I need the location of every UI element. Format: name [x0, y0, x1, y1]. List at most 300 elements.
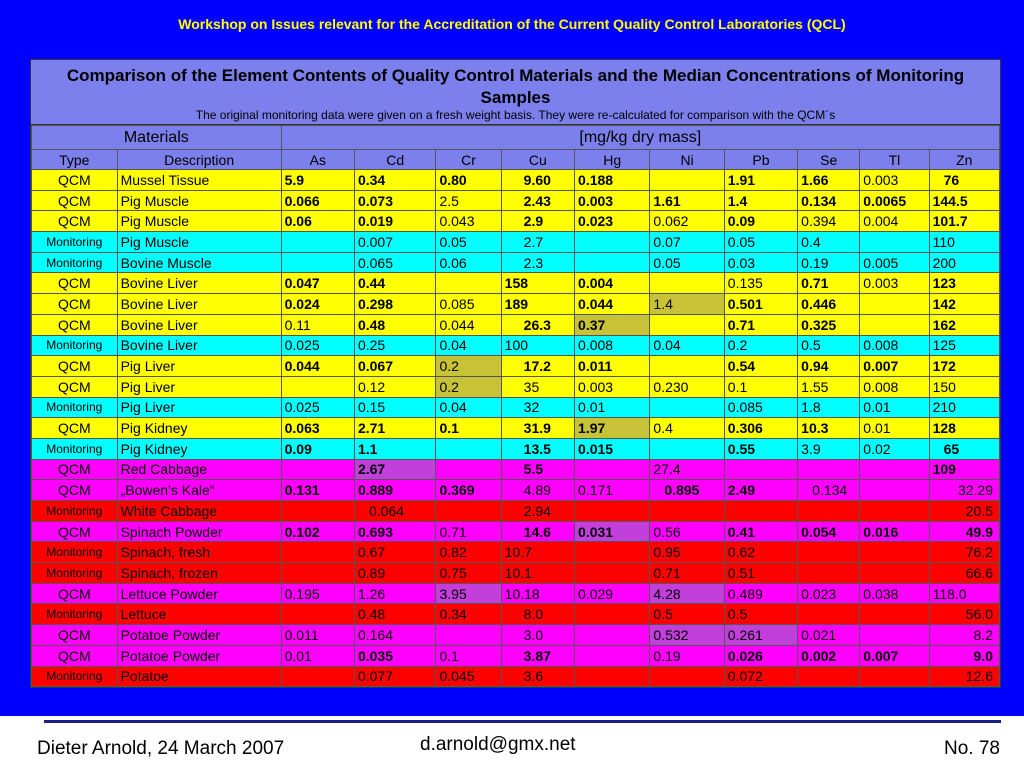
- element-column-header: Ni: [650, 150, 724, 170]
- value-cell: 0.004: [860, 211, 929, 232]
- value-cell: 0.51: [724, 563, 797, 584]
- value-cell: 0.077: [354, 666, 436, 687]
- value-cell: 32: [501, 397, 574, 418]
- value-cell: 0.1: [724, 376, 797, 397]
- value-cell: 0.34: [354, 170, 436, 191]
- value-cell: 1.61: [650, 190, 724, 211]
- sample-type-cell: QCM: [32, 314, 118, 335]
- value-cell: 1.8: [798, 397, 860, 418]
- element-column-header: Cd: [354, 150, 436, 170]
- value-cell: 2.67: [354, 459, 436, 480]
- value-cell: 0.80: [436, 170, 501, 191]
- table-row: [32, 604, 1000, 625]
- value-cell: 0.063: [281, 418, 354, 439]
- value-cell: 0.06: [281, 211, 354, 232]
- value-cell: [724, 501, 797, 522]
- value-cell: 0.05: [436, 232, 501, 253]
- value-cell: 0.37: [575, 314, 650, 335]
- value-cell: 0.04: [436, 397, 501, 418]
- description-cell: Bovine Liver: [117, 294, 281, 315]
- value-cell: 0.48: [354, 314, 436, 335]
- description-cell: Pig Muscle: [117, 211, 281, 232]
- value-cell: 0.1: [436, 418, 501, 439]
- value-cell: 0.44: [354, 273, 436, 294]
- value-cell: [650, 356, 724, 377]
- value-cell: 0.003: [575, 376, 650, 397]
- description-cell: Mussel Tissue: [117, 170, 281, 191]
- materials-header: Materials: [32, 126, 282, 150]
- value-cell: 65: [929, 438, 999, 459]
- value-cell: 1.55: [798, 376, 860, 397]
- table-row: [32, 376, 1000, 397]
- value-cell: 3.9: [798, 438, 860, 459]
- value-cell: 0.71: [436, 521, 501, 542]
- value-cell: 0.085: [436, 294, 501, 315]
- value-cell: 0.044: [281, 356, 354, 377]
- sample-type-cell: QCM: [32, 190, 118, 211]
- value-cell: [436, 625, 501, 646]
- value-cell: 0.5: [798, 335, 860, 356]
- value-cell: [860, 542, 929, 563]
- value-cell: 0.394: [798, 211, 860, 232]
- description-cell: Potatoe Powder: [117, 645, 281, 666]
- sample-type-cell: QCM: [32, 356, 118, 377]
- table-row: [32, 583, 1000, 604]
- value-cell: 125: [929, 335, 999, 356]
- table-note: The original monitoring data were given on a fresh weight basis. They were re-calculated for comparison with the QCM´s: [195, 108, 836, 122]
- value-cell: 32.29: [929, 480, 999, 501]
- description-cell: Pig Kidney: [117, 418, 281, 439]
- value-cell: 0.062: [650, 211, 724, 232]
- value-cell: 0.34: [436, 604, 501, 625]
- sample-type-cell: QCM: [32, 521, 118, 542]
- value-cell: 0.41: [724, 521, 797, 542]
- footer-author: Dieter Arnold, 24 March 2007: [37, 738, 285, 759]
- sample-type-cell: QCM: [32, 273, 118, 294]
- value-cell: 9.60: [501, 170, 574, 191]
- description-cell: Pig Liver: [117, 376, 281, 397]
- value-cell: 0.025: [281, 397, 354, 418]
- description-cell: Lettuce: [117, 604, 281, 625]
- value-cell: 0.15: [354, 397, 436, 418]
- description-cell: Bovine Liver: [117, 273, 281, 294]
- value-cell: 0.12: [354, 376, 436, 397]
- value-cell: 0.023: [575, 211, 650, 232]
- sample-type-cell: Monitoring: [32, 666, 118, 687]
- value-cell: 49.9: [929, 521, 999, 542]
- table-row: [32, 438, 1000, 459]
- value-cell: 144.5: [929, 190, 999, 211]
- footer-divider: [44, 720, 1001, 723]
- table-heading: Comparison of the Element Contents of Quality Control Materials and the Median Concentrations of Monitoring Samples: [66, 66, 965, 107]
- description-column-header: Description: [117, 150, 281, 170]
- value-cell: 0.07: [650, 232, 724, 253]
- value-cell: 0.023: [798, 583, 860, 604]
- value-cell: 0.895: [650, 480, 724, 501]
- value-cell: [436, 273, 501, 294]
- value-cell: 0.306: [724, 418, 797, 439]
- value-cell: [281, 501, 354, 522]
- value-cell: 0.024: [281, 294, 354, 315]
- value-cell: 100: [501, 335, 574, 356]
- value-cell: 0.008: [575, 335, 650, 356]
- value-cell: 0.446: [798, 294, 860, 315]
- value-cell: 0.05: [650, 252, 724, 273]
- value-cell: 200: [929, 252, 999, 273]
- value-cell: 0.102: [281, 521, 354, 542]
- description-cell: Spinach, fresh: [117, 542, 281, 563]
- value-cell: 0.011: [575, 356, 650, 377]
- sample-type-cell: QCM: [32, 294, 118, 315]
- value-cell: 26.3: [501, 314, 574, 335]
- value-cell: 2.71: [354, 418, 436, 439]
- value-cell: 10.3: [798, 418, 860, 439]
- description-cell: Pig Kidney: [117, 438, 281, 459]
- value-cell: [436, 438, 501, 459]
- value-cell: 0.03: [724, 252, 797, 273]
- value-cell: [281, 563, 354, 584]
- table-row: [32, 273, 1000, 294]
- value-cell: 0.05: [724, 232, 797, 253]
- value-cell: 109: [929, 459, 999, 480]
- value-cell: [650, 170, 724, 191]
- sample-type-cell: Monitoring: [32, 335, 118, 356]
- value-cell: 0.047: [281, 273, 354, 294]
- value-cell: [575, 563, 650, 584]
- value-cell: 0.195: [281, 583, 354, 604]
- value-cell: 0.131: [281, 480, 354, 501]
- value-cell: 12.6: [929, 666, 999, 687]
- element-column-header: Se: [798, 150, 860, 170]
- value-cell: [798, 459, 860, 480]
- table-row: [32, 356, 1000, 377]
- value-cell: [650, 666, 724, 687]
- value-cell: [281, 232, 354, 253]
- value-cell: [650, 397, 724, 418]
- value-cell: 0.889: [354, 480, 436, 501]
- value-cell: [575, 625, 650, 646]
- value-cell: 0.19: [650, 645, 724, 666]
- value-cell: 14.6: [501, 521, 574, 542]
- value-cell: 0.2: [724, 335, 797, 356]
- sample-type-cell: Monitoring: [32, 563, 118, 584]
- value-cell: 0.073: [354, 190, 436, 211]
- description-cell: Bovine Liver: [117, 335, 281, 356]
- value-cell: 0.2: [436, 356, 501, 377]
- description-cell: Red Cabbage: [117, 459, 281, 480]
- value-cell: 9.0: [929, 645, 999, 666]
- value-cell: 2.3: [501, 252, 574, 273]
- value-cell: 0.021: [798, 625, 860, 646]
- value-cell: 2.49: [724, 480, 797, 501]
- table-row: [32, 645, 1000, 666]
- table-row: [32, 232, 1000, 253]
- value-cell: 0.065: [354, 252, 436, 273]
- value-cell: 3.87: [501, 645, 574, 666]
- value-cell: [860, 480, 929, 501]
- value-cell: 0.011: [281, 625, 354, 646]
- value-cell: 0.003: [860, 170, 929, 191]
- value-cell: 0.044: [575, 294, 650, 315]
- value-cell: 0.5: [724, 604, 797, 625]
- value-cell: 0.134: [798, 480, 860, 501]
- value-cell: 0.71: [798, 273, 860, 294]
- value-cell: [575, 252, 650, 273]
- value-cell: 0.016: [860, 521, 929, 542]
- value-cell: 0.62: [724, 542, 797, 563]
- value-cell: 3.0: [501, 625, 574, 646]
- value-cell: [650, 314, 724, 335]
- sample-type-cell: Monitoring: [32, 397, 118, 418]
- value-cell: [436, 459, 501, 480]
- value-cell: 118.0: [929, 583, 999, 604]
- value-cell: 31.9: [501, 418, 574, 439]
- value-cell: 123: [929, 273, 999, 294]
- value-cell: 0.066: [281, 190, 354, 211]
- type-column-header: Type: [32, 150, 118, 170]
- value-cell: 0.067: [354, 356, 436, 377]
- element-column-header: Cr: [436, 150, 501, 170]
- value-cell: 0.054: [798, 521, 860, 542]
- slide-title: Workshop on Issues relevant for the Accreditation of the Current Quality Control Laboratories (QCL): [178, 16, 846, 32]
- value-cell: 0.007: [860, 645, 929, 666]
- element-column-header: Tl: [860, 150, 929, 170]
- element-column-header: Zn: [929, 150, 999, 170]
- value-cell: 0.045: [436, 666, 501, 687]
- value-cell: 189: [501, 294, 574, 315]
- description-cell: Spinach, frozen: [117, 563, 281, 584]
- value-cell: 0.064: [354, 501, 436, 522]
- value-cell: 0.1: [436, 645, 501, 666]
- value-cell: 17.2: [501, 356, 574, 377]
- value-cell: 0.489: [724, 583, 797, 604]
- value-cell: 0.230: [650, 376, 724, 397]
- value-cell: 10.1: [501, 563, 574, 584]
- value-cell: [798, 563, 860, 584]
- value-cell: 0.94: [798, 356, 860, 377]
- footer-email: d.arnold@gmx.net: [420, 734, 576, 755]
- element-column-header: Pb: [724, 150, 797, 170]
- value-cell: 0.02: [860, 438, 929, 459]
- value-cell: 0.693: [354, 521, 436, 542]
- value-cell: 0.0065: [860, 190, 929, 211]
- description-cell: Potatoe: [117, 666, 281, 687]
- sample-type-cell: QCM: [32, 645, 118, 666]
- value-cell: 5.5: [501, 459, 574, 480]
- table-row: [32, 190, 1000, 211]
- value-cell: 1.91: [724, 170, 797, 191]
- value-cell: 0.015: [575, 438, 650, 459]
- value-cell: [575, 604, 650, 625]
- value-cell: [281, 376, 354, 397]
- value-cell: [575, 459, 650, 480]
- value-cell: 0.044: [436, 314, 501, 335]
- table-row: [32, 459, 1000, 480]
- value-cell: 0.01: [860, 397, 929, 418]
- sample-type-cell: QCM: [32, 376, 118, 397]
- value-cell: 2.43: [501, 190, 574, 211]
- table-row: [32, 501, 1000, 522]
- value-cell: 0.56: [650, 521, 724, 542]
- sample-type-cell: QCM: [32, 170, 118, 191]
- description-cell: Pig Liver: [117, 397, 281, 418]
- value-cell: 2.7: [501, 232, 574, 253]
- value-cell: 5.9: [281, 170, 354, 191]
- value-cell: 0.025: [281, 335, 354, 356]
- value-cell: 35: [501, 376, 574, 397]
- sample-type-cell: Monitoring: [32, 232, 118, 253]
- table-row: [32, 666, 1000, 687]
- table-row: [32, 480, 1000, 501]
- value-cell: 76.2: [929, 542, 999, 563]
- value-cell: 8.2: [929, 625, 999, 646]
- value-cell: 1.66: [798, 170, 860, 191]
- sample-type-cell: Monitoring: [32, 438, 118, 459]
- value-cell: 0.004: [575, 273, 650, 294]
- description-cell: White Cabbage: [117, 501, 281, 522]
- value-cell: 1.4: [724, 190, 797, 211]
- value-cell: 150: [929, 376, 999, 397]
- value-cell: 66.6: [929, 563, 999, 584]
- sample-type-cell: QCM: [32, 418, 118, 439]
- value-cell: 0.01: [575, 397, 650, 418]
- value-cell: [436, 501, 501, 522]
- sample-type-cell: Monitoring: [32, 252, 118, 273]
- value-cell: 0.71: [724, 314, 797, 335]
- value-cell: [281, 459, 354, 480]
- sample-type-cell: Monitoring: [32, 501, 118, 522]
- value-cell: 3.95: [436, 583, 501, 604]
- table-row: [32, 625, 1000, 646]
- table-row: [32, 418, 1000, 439]
- value-cell: 0.043: [436, 211, 501, 232]
- value-cell: 0.031: [575, 521, 650, 542]
- description-cell: Spinach Powder: [117, 521, 281, 542]
- table-row: [32, 211, 1000, 232]
- value-cell: 3.6: [501, 666, 574, 687]
- sample-type-cell: Monitoring: [32, 604, 118, 625]
- value-cell: 0.007: [860, 356, 929, 377]
- value-cell: 0.002: [798, 645, 860, 666]
- value-cell: [724, 459, 797, 480]
- value-cell: 142: [929, 294, 999, 315]
- value-cell: 0.04: [436, 335, 501, 356]
- table-header: [31, 60, 1000, 125]
- value-cell: 0.11: [281, 314, 354, 335]
- value-cell: 4.28: [650, 583, 724, 604]
- value-cell: 110: [929, 232, 999, 253]
- sample-type-cell: QCM: [32, 211, 118, 232]
- sample-type-cell: QCM: [32, 459, 118, 480]
- value-cell: 0.01: [860, 418, 929, 439]
- value-cell: [650, 438, 724, 459]
- value-cell: 56.0: [929, 604, 999, 625]
- value-cell: 101.7: [929, 211, 999, 232]
- value-cell: 1.26: [354, 583, 436, 604]
- value-cell: 0.71: [650, 563, 724, 584]
- value-cell: 0.04: [650, 335, 724, 356]
- value-cell: [575, 542, 650, 563]
- value-cell: [281, 666, 354, 687]
- value-cell: 128: [929, 418, 999, 439]
- sample-type-cell: QCM: [32, 480, 118, 501]
- value-cell: 76: [929, 170, 999, 191]
- value-cell: [650, 273, 724, 294]
- value-cell: 0.135: [724, 273, 797, 294]
- table-row: [32, 294, 1000, 315]
- value-cell: 0.164: [354, 625, 436, 646]
- value-cell: [860, 314, 929, 335]
- value-cell: 0.55: [724, 438, 797, 459]
- value-cell: 8.0: [501, 604, 574, 625]
- value-cell: 0.026: [724, 645, 797, 666]
- value-cell: [798, 666, 860, 687]
- page-number: No. 78: [944, 738, 1000, 759]
- value-cell: 0.008: [860, 376, 929, 397]
- value-cell: 0.003: [575, 190, 650, 211]
- table-row: [32, 170, 1000, 191]
- value-cell: [575, 232, 650, 253]
- value-cell: 0.298: [354, 294, 436, 315]
- value-cell: 10.7: [501, 542, 574, 563]
- value-cell: 1.4: [650, 294, 724, 315]
- value-cell: 0.005: [860, 252, 929, 273]
- value-cell: 0.171: [575, 480, 650, 501]
- table-row: [32, 397, 1000, 418]
- value-cell: 0.06: [436, 252, 501, 273]
- value-cell: 0.007: [354, 232, 436, 253]
- description-cell: Pig Muscle: [117, 232, 281, 253]
- value-cell: 2.5: [436, 190, 501, 211]
- value-cell: 172: [929, 356, 999, 377]
- value-cell: 0.532: [650, 625, 724, 646]
- value-cell: 0.261: [724, 625, 797, 646]
- description-cell: Pig Liver: [117, 356, 281, 377]
- value-cell: 10.18: [501, 583, 574, 604]
- value-cell: 0.325: [798, 314, 860, 335]
- value-cell: 0.008: [860, 335, 929, 356]
- table-body: [32, 170, 1000, 687]
- value-cell: 0.019: [354, 211, 436, 232]
- value-cell: 1.97: [575, 418, 650, 439]
- value-cell: [860, 294, 929, 315]
- units-header: [mg/kg dry mass]: [281, 126, 999, 150]
- value-cell: 0.038: [860, 583, 929, 604]
- value-cell: 0.09: [724, 211, 797, 232]
- value-cell: [860, 604, 929, 625]
- value-cell: [860, 625, 929, 646]
- description-cell: Bovine Muscle: [117, 252, 281, 273]
- value-cell: 0.369: [436, 480, 501, 501]
- value-cell: [798, 501, 860, 522]
- value-cell: 0.501: [724, 294, 797, 315]
- value-cell: 4.89: [501, 480, 574, 501]
- sample-type-cell: QCM: [32, 625, 118, 646]
- value-cell: 0.19: [798, 252, 860, 273]
- value-cell: 0.25: [354, 335, 436, 356]
- value-cell: 0.4: [798, 232, 860, 253]
- value-cell: 0.75: [436, 563, 501, 584]
- value-cell: [281, 604, 354, 625]
- value-cell: 13.5: [501, 438, 574, 459]
- table-row: [32, 542, 1000, 563]
- value-cell: 20.5: [929, 501, 999, 522]
- value-cell: 0.82: [436, 542, 501, 563]
- value-cell: 0.029: [575, 583, 650, 604]
- element-table: [31, 125, 1000, 687]
- description-cell: Lettuce Powder: [117, 583, 281, 604]
- sample-type-cell: QCM: [32, 583, 118, 604]
